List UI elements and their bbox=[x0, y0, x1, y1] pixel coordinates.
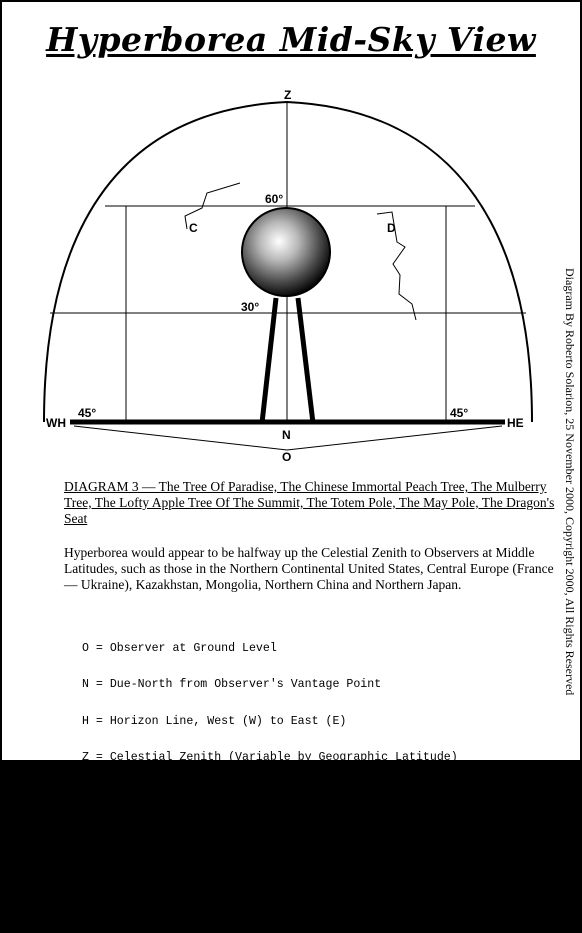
big-dipper-label: D bbox=[387, 221, 396, 235]
observer-label: O bbox=[282, 450, 292, 464]
legend-item: O = Observer at Ground Level bbox=[82, 642, 277, 656]
legend-item: N = Due-North from Observer's Vantage Point bbox=[82, 678, 382, 692]
legend-item: Arc WH-Z-HE = O's Ground-Level View of the Northern Sky bbox=[82, 896, 465, 910]
page-frame bbox=[2, 2, 580, 910]
zenith-label: Z bbox=[284, 88, 292, 102]
caption-block bbox=[64, 479, 564, 593]
legend-item: D = Constellation of Ursa Major or Big Dipper bbox=[82, 823, 396, 837]
altitude-60-label: 60° bbox=[265, 192, 284, 206]
big-dipper-constellation bbox=[377, 212, 416, 320]
legend-item: Z = Celestial Zenith (Variable by Geographic Latitude) bbox=[82, 751, 458, 765]
west-horizon-label: WH bbox=[46, 416, 66, 430]
sky-diagram bbox=[2, 2, 580, 472]
west-angle-label: 45° bbox=[78, 406, 97, 420]
hyperborea-sphere bbox=[242, 208, 330, 296]
legend-item: H = Horizon Line, West (W) to East (E) bbox=[82, 714, 347, 728]
north-label: N bbox=[282, 428, 291, 442]
page-title: Hyperborea Mid-Sky View bbox=[46, 20, 536, 59]
copyright-credit: Diagram By Roberto Solarion, 25 November 2000, Copyright 2000, All Rights Reserved bbox=[563, 268, 577, 696]
altitude-30-label: 30° bbox=[241, 300, 260, 314]
legend-item: C = Constellation of Cassiopeia bbox=[82, 787, 298, 801]
pole-right-leg bbox=[298, 298, 313, 423]
east-angle-label: 45° bbox=[450, 406, 469, 420]
description-paragraph: Hyperborea would appear to be halfway up the Celestial Zenith to Observers at Middle Latitudes, such as those in the Northern Continental United States, Central Europe (France — Ukraine), Kazakhstan, Mongolia, Northern China and Northern Japan. bbox=[64, 545, 554, 592]
diagram-caption: DIAGRAM 3 — The Tree Of Paradise, The Chinese Immortal Peach Tree, The Mulberry Tree, The Lofty Apple Tree Of The Summit, The Totem Pole, The May Pole, The Dragon's Seat bbox=[64, 479, 555, 526]
cassiopeia-label: C bbox=[189, 221, 198, 235]
legend-item: Angle WH-O-HE = 90-120° = O's Horizon Ground-Level View bbox=[82, 859, 465, 873]
east-horizon-label: HE bbox=[507, 416, 524, 430]
legend-list bbox=[82, 619, 465, 933]
pole-left-leg bbox=[262, 298, 276, 423]
